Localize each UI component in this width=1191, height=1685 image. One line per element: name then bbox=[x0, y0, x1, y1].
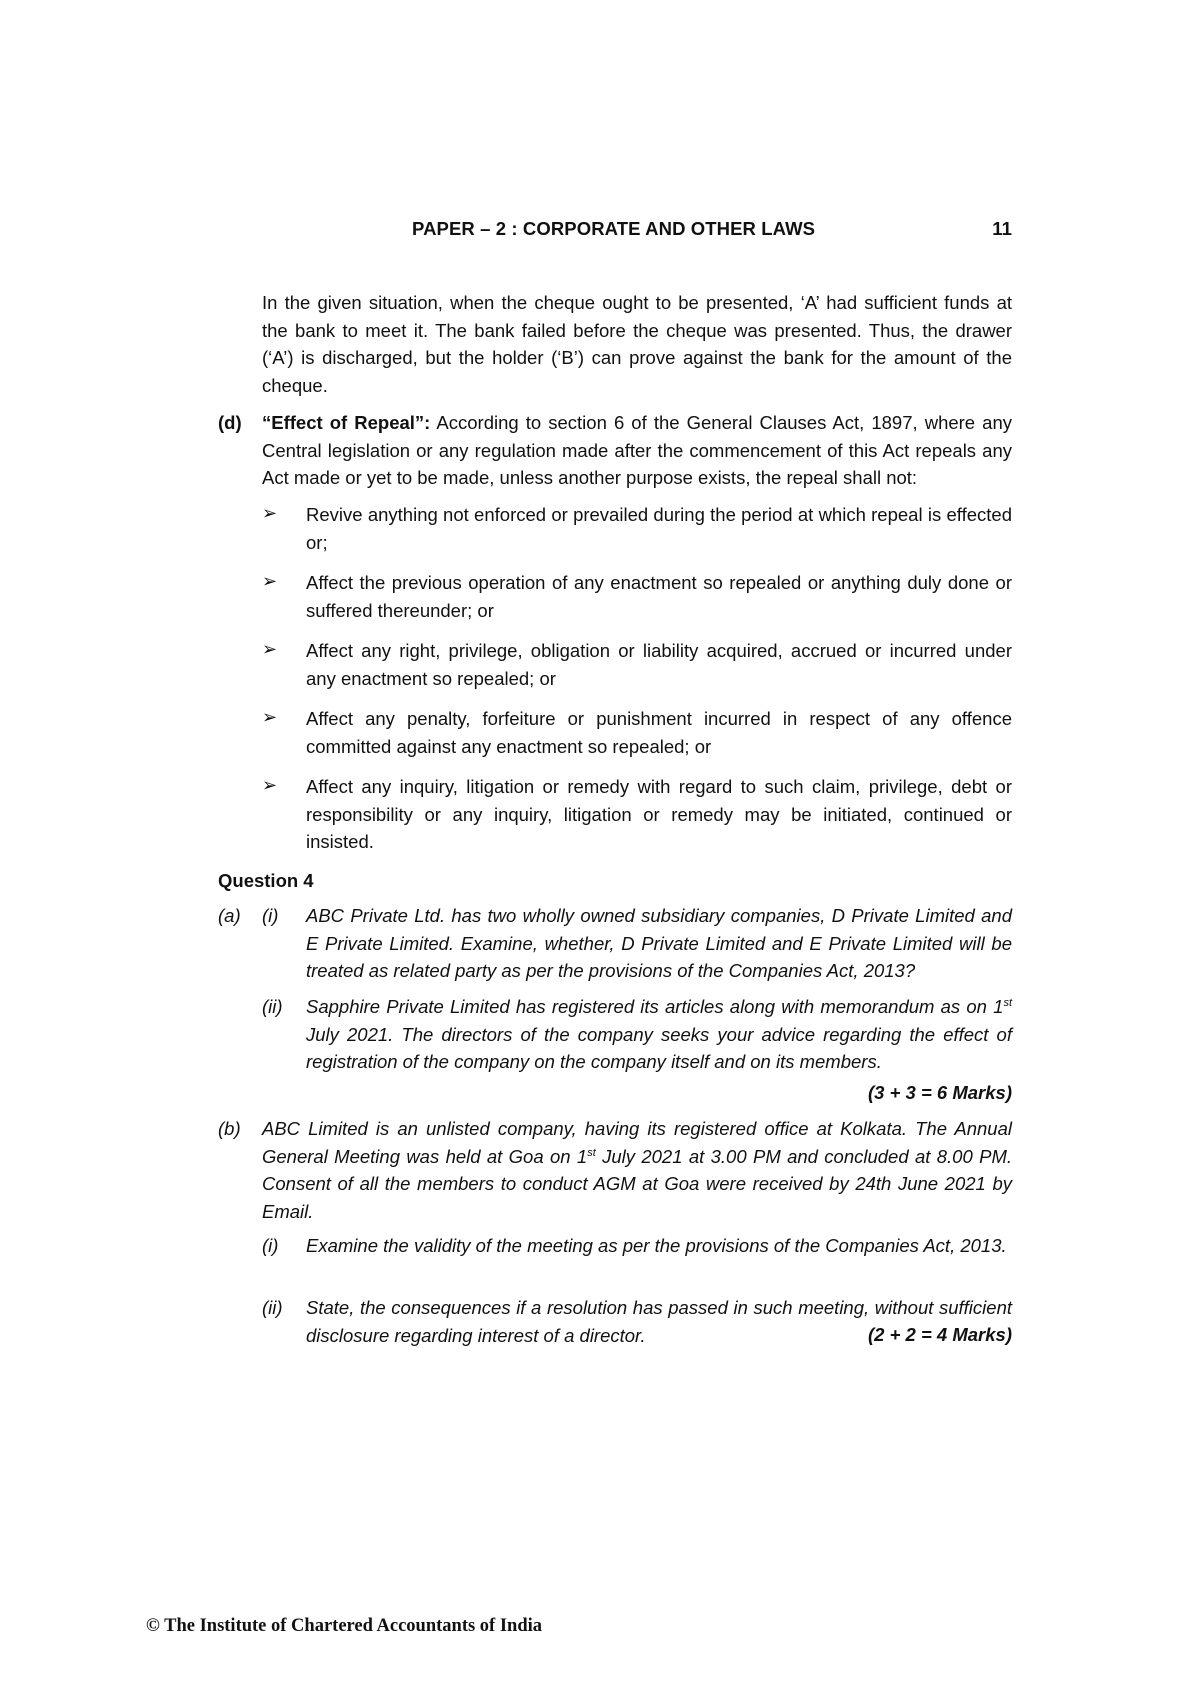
page-footer: © The Institute of Chartered Accountants of India bbox=[146, 1616, 543, 1636]
q4a-label: (a) bbox=[218, 905, 241, 926]
q4a-i-label: (i) bbox=[262, 905, 279, 926]
arrow-bullet-icon: ➢ bbox=[262, 775, 278, 795]
part-d-text: According to section 6 of the General Clauses Act, 1897, where any Central legislation or any regulation made after the commencement of this Act repeals any Act made or yet to be made, unless another purpose exists, the repeal shall not: bbox=[262, 412, 1013, 488]
q4b-ii-text: State, the consequences if a resolution has passed in such meeting, without sufficient disclosure regarding interest of a director. bbox=[306, 1297, 1012, 1346]
q4a-ii-text: Sapphire Private Limited has registered its articles along with memorandum as on 1st July 2021. The directors of the company seeks your advice regarding the effect of registration of the company on the company itself and on its members. bbox=[306, 996, 1012, 1072]
arrow-bullet-icon: ➢ bbox=[262, 571, 278, 591]
q4b-i-text: Examine the validity of the meeting as per the provisions of the Companies Act, 2013. bbox=[306, 1235, 1007, 1256]
q4b-i-label: (i) bbox=[262, 1235, 279, 1256]
arrow-bullet-icon: ➢ bbox=[262, 707, 278, 727]
arrow-bullet-icon: ➢ bbox=[262, 503, 278, 523]
part-d-label: (d) bbox=[218, 412, 242, 433]
intro-paragraph: In the given situation, when the cheque ought to be presented, ‘A’ had sufficient funds at the bank to meet it. The bank failed before the cheque was presented. Thus, the drawer (‘A’) is discharged, but the holder (‘B’) can prove against the bank for the amount of the cheque. bbox=[262, 292, 1012, 396]
paper-title: PAPER – 2 : CORPORATE AND OTHER LAWS bbox=[412, 218, 816, 239]
q4a-marks: (3 + 3 = 6 Marks) bbox=[868, 1082, 1012, 1103]
q4b-marks: (2 + 2 = 4 Marks) bbox=[860, 1321, 1012, 1349]
bullet-text: Revive anything not enforced or prevailed during the period at which repeal is effected or; bbox=[306, 504, 1012, 553]
bullet-text: Affect the previous operation of any enactment so repealed or anything duly done or suffered thereunder; or bbox=[306, 572, 1012, 621]
part-d-heading: “Effect of Repeal”: bbox=[262, 412, 431, 433]
part-d-paragraph bbox=[262, 409, 1012, 492]
q4b-text: ABC Limited is an unlisted company, having its registered office at Kolkata. The Annual General Meeting was held at Goa on 1st July 2021 at 3.00 PM and concluded at 8.00 PM. Consent of all the members to conduct AGM at Goa were received by 24th June 2021 by Email. bbox=[262, 1118, 1012, 1222]
q4a-i-text: ABC Private Ltd. has two wholly owned subsidiary companies, D Private Limited and E Private Limited. Examine, whether, D Private Limited and E Private Limited will be treated as related party as per the provisions of the Companies Act, 2013? bbox=[306, 905, 1012, 981]
page-number: 11 bbox=[992, 218, 1012, 239]
q4a-ii-label: (ii) bbox=[262, 996, 283, 1017]
question-heading: Question 4 bbox=[218, 870, 314, 891]
bullet-text: Affect any penalty, forfeiture or punishment incurred in respect of any offence committed against any enactment so repealed; or bbox=[306, 708, 1012, 757]
q4b-ii-label: (ii) bbox=[262, 1297, 283, 1318]
q4b-label: (b) bbox=[218, 1118, 241, 1139]
arrow-bullet-icon: ➢ bbox=[262, 639, 278, 659]
bullet-text: Affect any right, privilege, obligation or liability acquired, accrued or incurred under any enactment so repealed; or bbox=[306, 640, 1012, 689]
bullet-text: Affect any inquiry, litigation or remedy with regard to such claim, privilege, debt or responsibility or any inquiry, litigation or remedy may be initiated, continued or insisted. bbox=[306, 776, 1012, 852]
